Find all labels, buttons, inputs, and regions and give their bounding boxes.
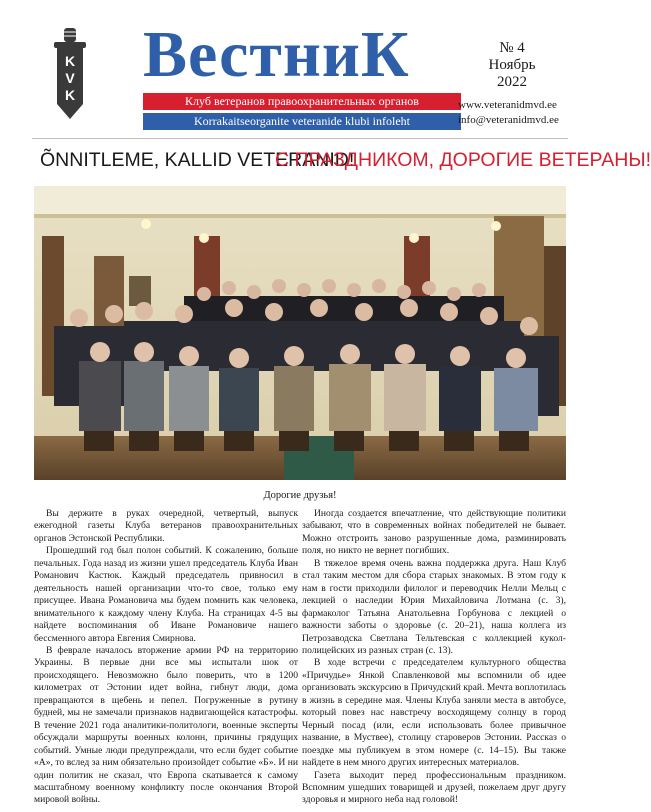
article-paragraph: Иногда создается впечатление, что действующие политики забывают, что в современных войнах победителей не бывает. Можно отстроить заново разрушенные дома, разминировать поля, но никто не вернет погибших.	[302, 508, 566, 557]
article-paragraph: Газета выходит перед профессиональным праздником. Вспомним ушедших товарищей и друзей, пожелаем друг другу здоровья и мирного неба над головой!	[302, 769, 566, 806]
photo-caption: Дорогие друзья!	[263, 490, 337, 501]
logo-letter-3: K	[64, 87, 76, 103]
article-paragraph: В феврале началось вторжение армии РФ на территорию Украины. В первые дни все мы испытали шок от происходящего. Невозможно было поверить, что в 1200 километрах от Эстонии идет война, гибнут люди, дома превращаются в щебень и пепел. Погруженные в рутину будней, мы не замечали признаков надвигающейся катастрофы. В течение 2021 года аналитики-политологи, военные эксперты обсуждали маршруты военных колонн, причины грядущих событий. Умные люди предупреждали, что если будет событие «А», то вслед за ним обязательно произойдет событие «Б». И ни один политик не сказал, что Европа скатывается к самому масштабному военному конфликту после окончания Второй мировой войны.	[34, 644, 298, 806]
logo-letter-2: V	[65, 70, 75, 86]
headline-russian: С ПРАЗДНИКОМ, ДОРОГИЕ ВЕТЕРАНЫ!	[275, 149, 651, 171]
article-column-right	[302, 508, 566, 807]
article-paragraph: Прошедший год был полон событий. К сожалению, больше печальных. Года назад из жизни ушел председатель Клуба Иван Романович Кастюк. Каждый председатель привносил в деятельность нашей организации что-то свое, только ему присущее. Ивана Романовича мы будем помнить как человека, внимательного к каждому члену Клуба. На страницах 4-5 вы найдете воспоминания об Иване Романовиче нашего бессменного автора Евгения Смирнова.	[34, 545, 298, 644]
article-column-left	[34, 508, 298, 807]
logo-letter-1: K	[64, 53, 76, 69]
headline-estonian: ÕNNITLEME, KALLID VETERANID!	[40, 149, 355, 171]
club-name-estonian: Korrakaitseorganite veteranide klubi infoleht	[143, 113, 461, 130]
article-paragraph: В ходе встречи с председателем культурного общества «Причудье» Янкой Спавленковой мы вспомнили об идее организовать экскурсию в Причудский край. Мечта воплотилась в жизнь в середине мая. Члены Клуба заняли места в автобусе, который повез нас навстречу восходящему солнцу в город Черный посад (или, если использовать более привычное название, в Муствее), столицу староверов Эстонии. Рассказ о поездке мы публикуем в этом номере (с. 14–15). Вы также найдете в нем много других интересных материалов.	[302, 657, 566, 769]
club-name-russian: Клуб ветеранов правоохранительных органов	[143, 93, 461, 110]
club-logo-sword	[48, 28, 92, 120]
article-paragraph: Вы держите в руках очередной, четвертый, выпуск ежегодной газеты Клуба ветеранов правоохранительных органов Эстонской Республики.	[34, 508, 298, 544]
email-link[interactable]: info@veteranidmvd.ee	[458, 114, 559, 126]
article-paragraph: В тяжелое время очень важна поддержка друга. Наш Клуб стал таким местом для сбора старых знакомых. В этом году к нам в гости приходили филолог и переводчик Нелли Мельц с лекцией о наследии Юрия Михайловича Лотмана (с. 3), фармаколог Татьяна Анатольевна Горбунова с лекцией о важности заботы о здоровье (с. 20–21), наша коллега из Петрозаводска Светлана Тельтевская с коллекцией кукол-полицейских из разных стран (с. 13).	[302, 557, 566, 656]
contacts	[458, 98, 588, 128]
issue-month: Ноябрь	[488, 57, 536, 73]
header-divider	[32, 138, 568, 139]
issue-number: № 4	[499, 40, 525, 56]
issue-year: 2022	[497, 74, 527, 90]
newspaper-title: ВестниК	[143, 18, 410, 91]
group-photo	[34, 186, 566, 480]
website-link[interactable]: www.veteranidmvd.ee	[458, 99, 557, 111]
issue-info	[462, 40, 562, 91]
